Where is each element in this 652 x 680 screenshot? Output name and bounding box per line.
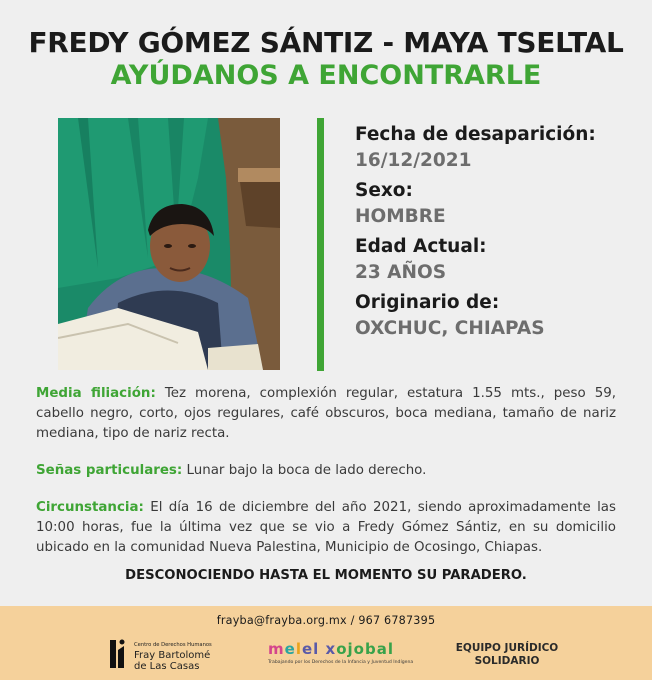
media-filiacion-label: Media filiación:	[36, 386, 156, 401]
detail-label-edad: Edad Actual:	[355, 236, 487, 257]
detail-value-edad: 23 AÑOS	[355, 262, 447, 283]
missing-person-photo	[58, 118, 280, 370]
melel-xojobal-logo	[268, 640, 418, 676]
senas-label: Señas particulares:	[36, 463, 183, 478]
details-panel	[355, 124, 645, 348]
circunstancia-text: El día 16 de diciembre del año 2021, siendo aproximadamente las 10:00 horas, fue la última vez que se vio a Fredy Gómez Sántiz, en su domicilio ubicado en la comunidad Nueva Palestina, Municipio de Ocosingo, Chiapas.	[36, 500, 616, 555]
closing-statement: DESCONOCIENDO HASTA EL MOMENTO SU PARADERO.	[125, 568, 527, 583]
poster-title: FREDY GÓMEZ SÁNTIZ - MAYA TSELTAL	[28, 26, 624, 59]
senas-paragraph	[36, 461, 616, 481]
detail-label-fecha: Fecha de desaparición:	[355, 124, 596, 145]
circunstancia-paragraph	[36, 498, 616, 558]
poster-subtitle: AYÚDANOS A ENCONTRARLE	[110, 60, 542, 91]
detail-value-sexo: HOMBRE	[355, 206, 446, 227]
circunstancia-label: Circunstancia:	[36, 500, 144, 515]
equipo-juridico-line1: EQUIPO JURÍDICO	[455, 642, 559, 654]
equipo-juridico-logo	[452, 642, 562, 668]
frayba-name	[134, 650, 264, 672]
detail-value-originario: OXCHUC, CHIAPAS	[355, 318, 545, 339]
green-divider	[317, 118, 324, 371]
melel-xojobal-name: melel xojobal	[268, 640, 394, 658]
media-filiacion-paragraph	[36, 384, 616, 444]
frayba-small-text: Centro de Derechos Humanos	[134, 642, 212, 648]
frayba-mark-icon	[106, 638, 128, 670]
frayba-name-line1: Fray Bartolomé	[134, 650, 211, 661]
detail-value-fecha: 16/12/2021	[355, 150, 472, 171]
frayba-name-line2: de Las Casas	[134, 661, 200, 672]
equipo-juridico-line2: SOLIDARIO	[474, 655, 540, 667]
detail-label-sexo: Sexo:	[355, 180, 413, 201]
senas-text: Lunar bajo la boca de lado derecho.	[186, 463, 427, 478]
media-filiacion-text: Tez morena, complexión regular, estatura 1.55 mts., peso 59, cabello negro, corto, ojos regulares, café obscuros, boca mediana, tamaño de nariz mediana, tipo de nariz recta.	[36, 386, 616, 441]
frayba-logo	[106, 638, 266, 676]
footer-bar	[0, 606, 652, 680]
detail-label-originario: Originario de:	[355, 292, 500, 313]
melel-xojobal-tagline: Trabajando por los Derechos de la Infancia y Juventud Indígena	[268, 660, 414, 665]
contact-info: frayba@frayba.org.mx / 967 6787395	[216, 614, 436, 627]
